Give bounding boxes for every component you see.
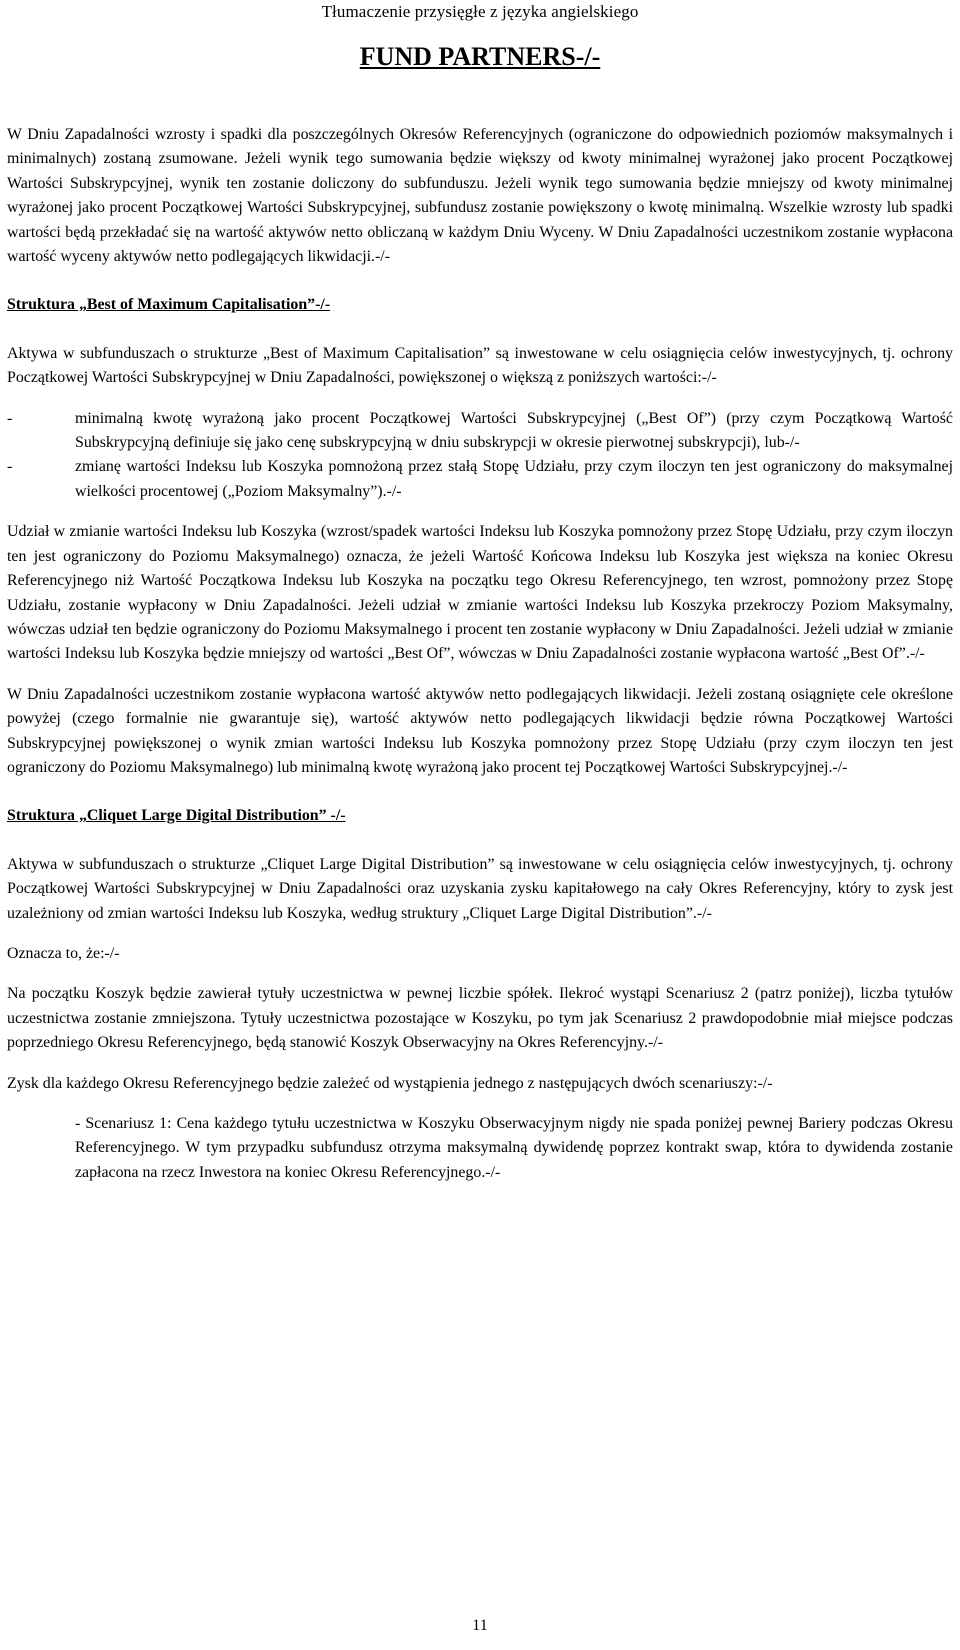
list-item bbox=[7, 407, 953, 456]
document-body bbox=[7, 123, 953, 1185]
paragraph-9-scenario-1: - Scenariusz 1: Cena każdego tytułu uczestnictwa w Koszyku Obserwacyjnym nigdy nie spada poniżej pewnej Bariery podczas Okresu Referencyjnego. W tym przypadku subfundusz otrzyma maksymalną dywidendę poprzez kontrakt swap, która to dywidenda zostanie zapłacona na rzecz Inwestora na koniec Okresu Referencyjnego.-/- bbox=[75, 1115, 953, 1181]
list-dash: - bbox=[7, 458, 13, 476]
dash-list bbox=[7, 407, 953, 505]
page-number: 11 bbox=[472, 1617, 488, 1634]
paragraph-6: Oznacza to, że:-/- bbox=[7, 944, 120, 962]
section-heading-cliquet: Struktura „Cliquet Large Digital Distribution” -/- bbox=[7, 807, 346, 825]
paragraph-8: Zysk dla każdego Okresu Referencyjnego będzie zależeć od wystąpienia jednego z następujących dwóch scenariuszy:-/- bbox=[7, 1074, 773, 1092]
paragraph-1: W Dniu Zapadalności wzrosty i spadki dla poszczególnych Okresów Referencyjnych (ograniczone do odpowiednich poziomów maksymalnych i minimalnych) zostaną zsumowane. Jeżeli wynik tego sumowania będzie większy od kwoty minimalnej wyrażonej jako procent Początkowej Wartości Subskrypcyjnej, wynik ten zostanie doliczony do subfunduszu. Jeżeli wynik tego sumowania będzie mniejszy od kwoty minimalnej wyrażonej jako procent Początkowej Wartości Subskrypcyjnej, subfundusz zostanie powiększony o kwotę minimalną. Wszelkie wzrosty lub spadki wartości będą przekładać się na wartość aktywów netto obliczaną w każdym Dniu Wyceny. W Dniu Zapadalności uczestnikom zostanie wypłacona wartość wyceny aktywów netto podlegających likwidacji.-/- bbox=[7, 126, 953, 266]
paragraph-5: Aktywa w subfunduszach o strukturze „Cliquet Large Digital Distribution” są inwestowane w celu osiągnięcia celów inwestycyjnych, tj. ochrony Początkowej Wartości Subskrypcyjnej w Dniu Zapadalności oraz uzyskania zysku kapitałowego na cały Okres Referencyjny, który to zysk jest uzależniony od zmian wartości Indeksu lub Koszyka, według struktury „Cliquet Large Digital Distribution”.-/- bbox=[7, 855, 953, 922]
list-item bbox=[7, 455, 953, 504]
paragraph-3: Udział w zmianie wartości Indeksu lub Koszyka (wzrost/spadek wartości Indeksu lub Koszyka pomnożony przez Stopę Udziału, przy czym iloczyn ten jest ograniczony do Poziomu Maksymalnego) oznacza, że jeżeli Wartość Końcowa Indeksu lub Koszyka jest większa na koniec Okresu Referencyjnego niż Wartość Początkowa Indeksu lub Koszyka na początku tego Okresu Referencyjnego, ten wzrost, pomnożony przez Stopę Udziału, zostanie wypłacony w Dniu Zapadalności. Jeżeli udział w zmianie wartości Indeksu lub Koszyka przekroczy Poziom Maksymalny, wówczas udział ten będzie ograniczony do Poziomu Maksymalnego i procent ten zostanie wypłacony w Dniu Zapadalności. Jeżeli udział w zmianie wartości Indeksu lub Koszyka będzie mniejszy od wartości „Best Of”, wówczas w Dniu Zapadalności zostanie wypłacona wartość „Best Of”.-/- bbox=[7, 523, 953, 663]
list-item-text: zmianę wartości Indeksu lub Koszyka pomnożoną przez stałą Stopę Udziału, przy czym iloczyn ten jest ograniczony do maksymalnej wielkości procentowej („Poziom Maksymalny”).-/- bbox=[75, 458, 953, 500]
list-dash: - bbox=[7, 409, 13, 427]
paragraph-2: Aktywa w subfunduszach o strukturze „Best of Maximum Capitalisation” są inwestowane w celu osiągnięcia celów inwestycyjnych, tj. ochrony Początkowej Wartości Subskrypcyjnej w Dniu Zapadalności, powiększonej o większą z poniższych wartości:-/- bbox=[7, 344, 953, 387]
page-title: FUND PARTNERS-/- bbox=[359, 42, 601, 71]
section-heading-best-of: Struktura „Best of Maximum Capitalisation”-/- bbox=[7, 296, 331, 314]
paragraph-4: W Dniu Zapadalności uczestnikom zostanie wypłacona wartość aktywów netto podlegających likwidacji. Jeżeli zostaną osiągnięte cele określone powyżej (czego formalnie nie gwarantuje się), wartość aktywów netto podlegających likwidacji będzie równa Początkowej Wartości Subskrypcyjnej powiększonej o wynik zmian wartości Indeksu lub Koszyka pomnożony przez Stopę Udziału (przy czym iloczyn ten jest ograniczony do Poziomu Maksymalnego) lub minimalną kwotę wyrażoną jako procent tej Początkowej Wartości Subskrypcyjnej.-/- bbox=[7, 685, 953, 776]
page-header: Tłumaczenie przysięgłe z języka angielskiego bbox=[321, 2, 639, 21]
paragraph-7: Na początku Koszyk będzie zawierał tytuły uczestnictwa w pewnej liczbie spółek. Ilekroć wystąpi Scenariusz 2 (patrz poniżej), liczba tytułów uczestnictwa zostanie zmniejszona. Tytuły uczestnictwa pozostające w Koszyku, po tym jak Scenariusz 2 prawdopodobnie miał miejsce podczas poprzedniego Okresu Referencyjnego, będą stanowić Koszyk Obserwacyjny na Okres Referencyjny.-/- bbox=[7, 985, 953, 1052]
list-item-text: minimalną kwotę wyrażoną jako procent Początkowej Wartości Subskrypcyjnej („Best Of”) (przy czym Początkową Wartość Subskrypcyjną definiuje się jako cenę subskrypcyjną w dniu subskrypcji w okresie pierwotnej subskrypcji), lub-/- bbox=[75, 409, 953, 452]
